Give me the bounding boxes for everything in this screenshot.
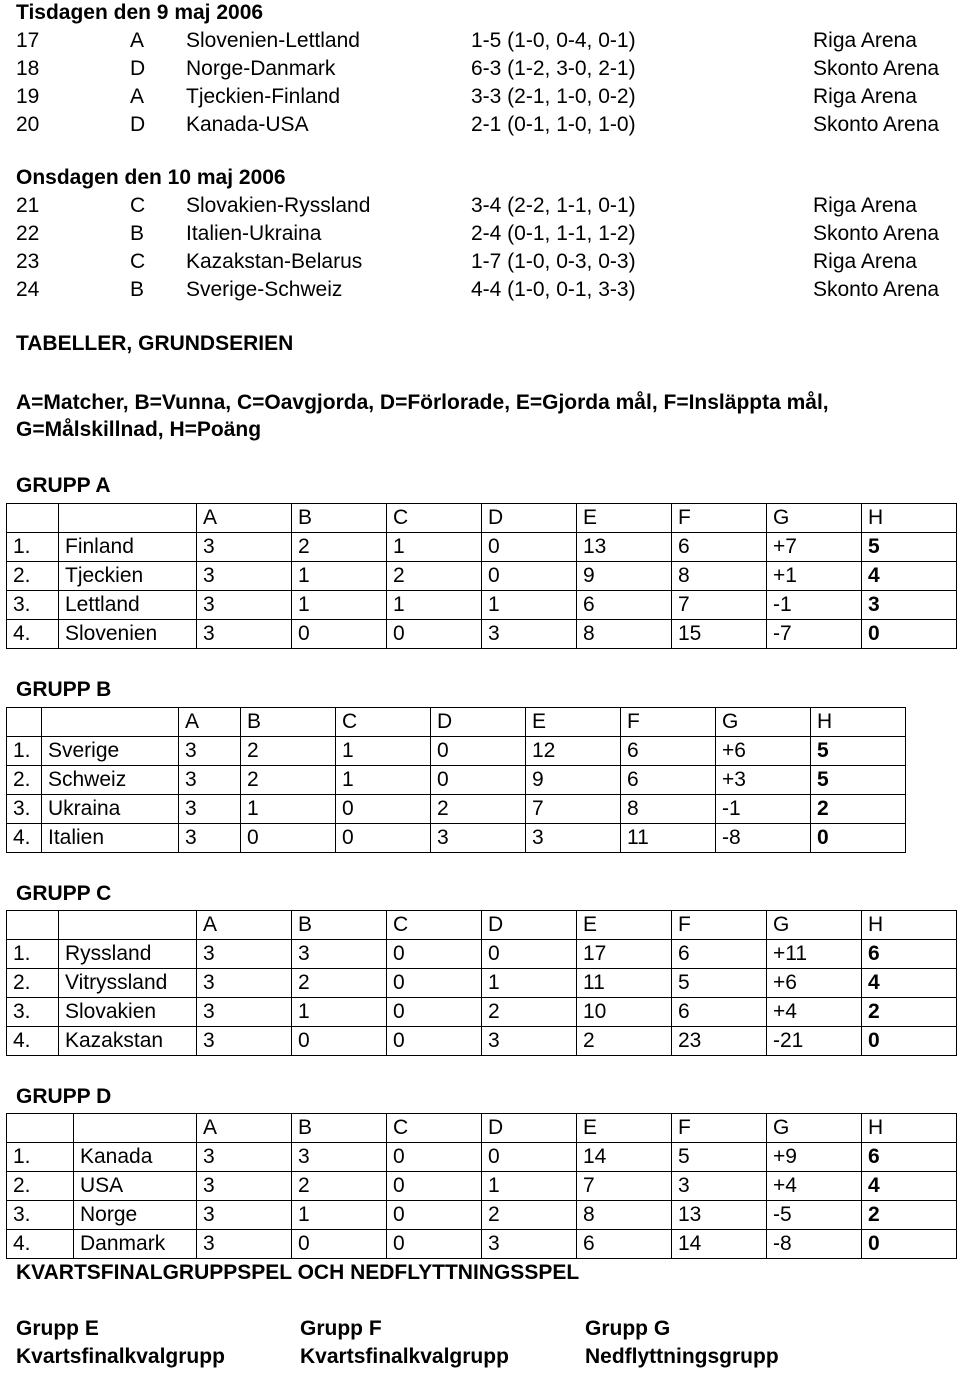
- match-arena: Riga Arena: [813, 85, 917, 108]
- stat-cell: 2: [482, 1201, 577, 1230]
- match-number: 23: [16, 250, 40, 273]
- stat-cell: 14: [577, 1143, 672, 1172]
- rank-cell: 2.: [7, 1172, 74, 1201]
- stat-cell: 6: [577, 1230, 672, 1259]
- stat-cell: 3: [197, 969, 292, 998]
- column-header: A: [197, 911, 292, 940]
- rank-cell: 3.: [7, 591, 59, 620]
- stat-cell: 0: [336, 795, 431, 824]
- rank-cell: 1.: [7, 1143, 74, 1172]
- stat-cell: 1: [387, 533, 482, 562]
- match-row: [16, 55, 960, 83]
- team-cell: Lettland: [59, 591, 197, 620]
- footer-group-name: Grupp E: [16, 1317, 99, 1340]
- match-arena: Skonto Arena: [813, 57, 940, 80]
- rank-cell: 1.: [7, 737, 42, 766]
- footer-group-type: Kvartsfinalkvalgrupp: [16, 1345, 225, 1368]
- table-row: [7, 969, 957, 998]
- rank-cell: 1.: [7, 940, 59, 969]
- column-header: D: [482, 911, 577, 940]
- table-header-blank: [7, 504, 59, 533]
- column-header: D: [482, 504, 577, 533]
- stat-cell: 2: [577, 1027, 672, 1056]
- match-arena: Skonto Arena: [813, 278, 940, 301]
- stat-cell: 7: [672, 591, 767, 620]
- team-cell: Slovenien: [59, 620, 197, 649]
- points-cell: 3: [862, 591, 957, 620]
- stat-cell: 0: [482, 940, 577, 969]
- stat-cell: 2: [292, 969, 387, 998]
- match-result: 3-3 (2-1, 1-0, 0-2): [471, 85, 636, 108]
- stat-cell: 0: [482, 1143, 577, 1172]
- stat-cell: 0: [387, 1230, 482, 1259]
- rank-cell: 4.: [7, 620, 59, 649]
- stat-cell: 10: [577, 998, 672, 1027]
- stat-cell: 11: [577, 969, 672, 998]
- match-group: B: [130, 278, 145, 301]
- stat-cell: 0: [387, 1172, 482, 1201]
- stat-cell: 3: [672, 1172, 767, 1201]
- stat-cell: 14: [672, 1230, 767, 1259]
- rank-cell: 4.: [7, 824, 42, 853]
- stat-cell: 1: [336, 737, 431, 766]
- match-teams: Norge-Danmark: [186, 57, 336, 80]
- match-arena: Riga Arena: [813, 194, 917, 217]
- stat-cell: 0: [336, 824, 431, 853]
- match-result: 2-4 (0-1, 1-1, 1-2): [471, 222, 636, 245]
- footer-group-type: Kvartsfinalkvalgrupp: [300, 1345, 509, 1368]
- stat-cell: 2: [292, 1172, 387, 1201]
- stat-cell: -5: [767, 1201, 862, 1230]
- column-header: E: [526, 708, 621, 737]
- stat-cell: 9: [526, 766, 621, 795]
- match-arena: Skonto Arena: [813, 113, 940, 136]
- stat-cell: 6: [621, 766, 716, 795]
- stat-cell: 3: [197, 940, 292, 969]
- column-header: C: [336, 708, 431, 737]
- stat-cell: 0: [241, 824, 336, 853]
- table-header-blank: [7, 708, 42, 737]
- match-result: 1-7 (1-0, 0-3, 0-3): [471, 250, 636, 273]
- stat-cell: 3: [179, 824, 241, 853]
- stat-cell: 8: [621, 795, 716, 824]
- column-header: C: [387, 911, 482, 940]
- table-header-row: [7, 911, 957, 940]
- stat-cell: 5: [672, 969, 767, 998]
- table-row: [7, 533, 957, 562]
- stat-cell: -7: [767, 620, 862, 649]
- match-teams: Kanada-USA: [186, 113, 309, 136]
- match-result: 3-4 (2-2, 1-1, 0-1): [471, 194, 636, 217]
- table-row: [7, 591, 957, 620]
- group-title: GRUPP C: [16, 882, 112, 905]
- table-row: [7, 824, 906, 853]
- column-header: G: [767, 911, 862, 940]
- stat-cell: 3: [197, 1172, 292, 1201]
- group-title: GRUPP A: [16, 474, 111, 497]
- column-header: C: [387, 504, 482, 533]
- stat-cell: +6: [716, 737, 811, 766]
- column-header: F: [672, 1114, 767, 1143]
- match-number: 24: [16, 278, 40, 301]
- footer-group: [300, 1315, 509, 1371]
- points-cell: 6: [862, 1143, 957, 1172]
- stat-cell: 3: [179, 795, 241, 824]
- column-header: E: [577, 504, 672, 533]
- stat-cell: 3: [197, 998, 292, 1027]
- rank-cell: 2.: [7, 969, 59, 998]
- stat-cell: 7: [526, 795, 621, 824]
- points-cell: 5: [811, 766, 906, 795]
- stat-cell: 5: [672, 1143, 767, 1172]
- team-cell: Italien: [42, 824, 179, 853]
- column-header: H: [811, 708, 906, 737]
- stat-cell: 0: [431, 766, 526, 795]
- column-header: G: [716, 708, 811, 737]
- team-cell: Kanada: [74, 1143, 197, 1172]
- match-teams: Slovenien-Lettland: [186, 29, 360, 52]
- stat-cell: 8: [577, 620, 672, 649]
- match-group: D: [130, 113, 146, 136]
- team-cell: Tjeckien: [59, 562, 197, 591]
- stat-cell: 6: [577, 591, 672, 620]
- standings-table: [6, 707, 906, 853]
- match-group: A: [130, 29, 145, 52]
- stat-cell: 0: [431, 737, 526, 766]
- table-header-blank: [7, 911, 59, 940]
- column-header: E: [577, 911, 672, 940]
- column-header: A: [197, 1114, 292, 1143]
- table-row: [7, 940, 957, 969]
- team-cell: Ryssland: [59, 940, 197, 969]
- legend-line-1: A=Matcher, B=Vunna, C=Oavgjorda, D=Förlorade, E=Gjorda mål, F=Insläppta mål,: [16, 391, 829, 414]
- table-header-blank: [59, 504, 197, 533]
- team-cell: Danmark: [74, 1230, 197, 1259]
- table-header-blank: [74, 1114, 197, 1143]
- stat-cell: 0: [387, 1201, 482, 1230]
- stat-cell: +6: [767, 969, 862, 998]
- stat-cell: 7: [577, 1172, 672, 1201]
- rank-cell: 2.: [7, 562, 59, 591]
- rank-cell: 3.: [7, 998, 59, 1027]
- team-cell: Norge: [74, 1201, 197, 1230]
- day-title: Tisdagen den 9 maj 2006: [16, 1, 264, 24]
- points-cell: 5: [811, 737, 906, 766]
- footer-group: [585, 1315, 779, 1371]
- column-header: B: [241, 708, 336, 737]
- stat-cell: 11: [621, 824, 716, 853]
- rank-cell: 1.: [7, 533, 59, 562]
- stat-cell: 0: [387, 940, 482, 969]
- match-group: D: [130, 57, 146, 80]
- match-row: [16, 111, 960, 139]
- stat-cell: 0: [387, 969, 482, 998]
- rank-cell: 3.: [7, 795, 42, 824]
- stat-cell: 3: [197, 591, 292, 620]
- stat-cell: +4: [767, 998, 862, 1027]
- match-number: 22: [16, 222, 40, 245]
- stat-cell: 0: [292, 620, 387, 649]
- match-row: [16, 83, 960, 111]
- stat-cell: 9: [577, 562, 672, 591]
- match-group: C: [130, 250, 146, 273]
- stat-cell: 23: [672, 1027, 767, 1056]
- footer-group-type: Nedflyttningsgrupp: [585, 1345, 779, 1368]
- points-cell: 0: [811, 824, 906, 853]
- stat-cell: -1: [716, 795, 811, 824]
- stat-cell: 3: [197, 1201, 292, 1230]
- stat-cell: +11: [767, 940, 862, 969]
- table-row: [7, 620, 957, 649]
- footer-group-name: Grupp G: [585, 1317, 671, 1340]
- points-cell: 0: [862, 620, 957, 649]
- table-row: [7, 1201, 957, 1230]
- stat-cell: +1: [767, 562, 862, 591]
- stat-cell: 3: [482, 620, 577, 649]
- stat-cell: 8: [577, 1201, 672, 1230]
- team-cell: Vitryssland: [59, 969, 197, 998]
- table-row: [7, 1172, 957, 1201]
- points-cell: 4: [862, 969, 957, 998]
- stat-cell: 2: [292, 533, 387, 562]
- match-number: 21: [16, 194, 40, 217]
- legend-line-2: G=Målskillnad, H=Poäng: [16, 418, 262, 441]
- team-cell: Finland: [59, 533, 197, 562]
- standings-table: [6, 503, 957, 649]
- points-cell: 5: [862, 533, 957, 562]
- stat-cell: 0: [292, 1230, 387, 1259]
- footer-group-name: Grupp F: [300, 1317, 382, 1340]
- stat-cell: 3: [197, 533, 292, 562]
- match-arena: Riga Arena: [813, 250, 917, 273]
- match-row: [16, 248, 960, 276]
- stat-cell: 0: [387, 1027, 482, 1056]
- stat-cell: 6: [672, 533, 767, 562]
- stat-cell: 1: [241, 795, 336, 824]
- match-row: [16, 220, 960, 248]
- stat-cell: 3: [197, 1230, 292, 1259]
- stat-cell: +7: [767, 533, 862, 562]
- footer-group: [16, 1315, 225, 1371]
- stat-cell: 0: [387, 1143, 482, 1172]
- standings-table: [6, 1113, 957, 1259]
- stat-cell: 3: [197, 620, 292, 649]
- table-row: [7, 766, 906, 795]
- match-arena: Skonto Arena: [813, 222, 940, 245]
- stat-cell: 3: [482, 1230, 577, 1259]
- column-header: E: [577, 1114, 672, 1143]
- stat-cell: 0: [387, 998, 482, 1027]
- day-title: Onsdagen den 10 maj 2006: [16, 166, 286, 189]
- match-teams: Kazakstan-Belarus: [186, 250, 363, 273]
- team-cell: Slovakien: [59, 998, 197, 1027]
- match-group: A: [130, 85, 145, 108]
- group-title: GRUPP D: [16, 1085, 112, 1108]
- stat-cell: +4: [767, 1172, 862, 1201]
- column-header: B: [292, 911, 387, 940]
- stat-cell: 3: [197, 1027, 292, 1056]
- column-header: H: [862, 504, 957, 533]
- stat-cell: 1: [292, 1201, 387, 1230]
- rank-cell: 3.: [7, 1201, 74, 1230]
- rank-cell: 4.: [7, 1230, 74, 1259]
- match-number: 18: [16, 57, 40, 80]
- team-cell: Kazakstan: [59, 1027, 197, 1056]
- match-result: 4-4 (1-0, 0-1, 3-3): [471, 278, 636, 301]
- match-teams: Slovakien-Ryssland: [186, 194, 371, 217]
- table-row: [7, 1230, 957, 1259]
- qf-heading: KVARTSFINALGRUPPSPEL OCH NEDFLYTTNINGSSPEL: [16, 1261, 580, 1284]
- column-header: F: [672, 911, 767, 940]
- points-cell: 6: [862, 940, 957, 969]
- table-row: [7, 737, 906, 766]
- column-header: A: [197, 504, 292, 533]
- team-cell: Sverige: [42, 737, 179, 766]
- match-result: 2-1 (0-1, 1-0, 1-0): [471, 113, 636, 136]
- table-header-row: [7, 1114, 957, 1143]
- stat-cell: 6: [672, 940, 767, 969]
- stat-cell: 1: [482, 1172, 577, 1201]
- stat-cell: 3: [292, 940, 387, 969]
- stat-cell: 13: [577, 533, 672, 562]
- stat-cell: 15: [672, 620, 767, 649]
- column-header: H: [862, 1114, 957, 1143]
- tables-heading: TABELLER, GRUNDSERIEN: [16, 332, 294, 355]
- stat-cell: +9: [767, 1143, 862, 1172]
- stat-cell: 1: [482, 591, 577, 620]
- table-header-row: [7, 504, 957, 533]
- column-header: C: [387, 1114, 482, 1143]
- stat-cell: 3: [482, 1027, 577, 1056]
- match-row: [16, 276, 960, 304]
- stat-cell: 1: [336, 766, 431, 795]
- stat-cell: 1: [292, 591, 387, 620]
- column-header: D: [431, 708, 526, 737]
- stat-cell: 1: [387, 591, 482, 620]
- column-header: A: [179, 708, 241, 737]
- stat-cell: 6: [621, 737, 716, 766]
- match-row: [16, 192, 960, 220]
- table-row: [7, 1027, 957, 1056]
- table-header-row: [7, 708, 906, 737]
- match-number: 19: [16, 85, 40, 108]
- stat-cell: 2: [241, 766, 336, 795]
- team-cell: Schweiz: [42, 766, 179, 795]
- stat-cell: 6: [672, 998, 767, 1027]
- match-number: 17: [16, 29, 40, 52]
- match-result: 1-5 (1-0, 0-4, 0-1): [471, 29, 636, 52]
- stat-cell: 3: [431, 824, 526, 853]
- stat-cell: 2: [241, 737, 336, 766]
- points-cell: 4: [862, 1172, 957, 1201]
- stat-cell: 1: [482, 969, 577, 998]
- stat-cell: 0: [482, 533, 577, 562]
- column-header: G: [767, 1114, 862, 1143]
- stat-cell: -1: [767, 591, 862, 620]
- rank-cell: 2.: [7, 766, 42, 795]
- points-cell: 2: [862, 998, 957, 1027]
- stat-cell: 1: [292, 998, 387, 1027]
- table-row: [7, 562, 957, 591]
- stat-cell: 0: [482, 562, 577, 591]
- match-teams: Sverige-Schweiz: [186, 278, 343, 301]
- stat-cell: 12: [526, 737, 621, 766]
- stat-cell: 17: [577, 940, 672, 969]
- points-cell: 2: [811, 795, 906, 824]
- column-header: H: [862, 911, 957, 940]
- points-cell: 4: [862, 562, 957, 591]
- match-result: 6-3 (1-2, 3-0, 2-1): [471, 57, 636, 80]
- column-header: B: [292, 1114, 387, 1143]
- stat-cell: 13: [672, 1201, 767, 1230]
- match-row: [16, 27, 960, 55]
- rank-cell: 4.: [7, 1027, 59, 1056]
- stat-cell: -21: [767, 1027, 862, 1056]
- stat-cell: -8: [716, 824, 811, 853]
- column-header: G: [767, 504, 862, 533]
- team-cell: Ukraina: [42, 795, 179, 824]
- stat-cell: 3: [197, 562, 292, 591]
- points-cell: 2: [862, 1201, 957, 1230]
- stat-cell: 2: [387, 562, 482, 591]
- stat-cell: 3: [292, 1143, 387, 1172]
- column-header: D: [482, 1114, 577, 1143]
- table-row: [7, 795, 906, 824]
- table-header-blank: [7, 1114, 74, 1143]
- stat-cell: 3: [179, 737, 241, 766]
- match-number: 20: [16, 113, 40, 136]
- table-header-blank: [59, 911, 197, 940]
- stat-cell: 8: [672, 562, 767, 591]
- match-group: B: [130, 222, 145, 245]
- column-header: B: [292, 504, 387, 533]
- column-header: F: [621, 708, 716, 737]
- points-cell: 0: [862, 1027, 957, 1056]
- stat-cell: +3: [716, 766, 811, 795]
- column-header: F: [672, 504, 767, 533]
- stat-cell: 3: [197, 1143, 292, 1172]
- stat-cell: -8: [767, 1230, 862, 1259]
- match-teams: Italien-Ukraina: [186, 222, 322, 245]
- stat-cell: 3: [179, 766, 241, 795]
- team-cell: USA: [74, 1172, 197, 1201]
- stat-cell: 3: [526, 824, 621, 853]
- group-title: GRUPP B: [16, 678, 112, 701]
- match-teams: Tjeckien-Finland: [186, 85, 341, 108]
- stat-cell: 0: [387, 620, 482, 649]
- stat-cell: 2: [482, 998, 577, 1027]
- stat-cell: 2: [431, 795, 526, 824]
- match-group: C: [130, 194, 146, 217]
- table-header-blank: [42, 708, 179, 737]
- standings-table: [6, 910, 957, 1056]
- stat-cell: 1: [292, 562, 387, 591]
- table-row: [7, 998, 957, 1027]
- stat-cell: 0: [292, 1027, 387, 1056]
- points-cell: 0: [862, 1230, 957, 1259]
- table-row: [7, 1143, 957, 1172]
- match-arena: Riga Arena: [813, 29, 917, 52]
